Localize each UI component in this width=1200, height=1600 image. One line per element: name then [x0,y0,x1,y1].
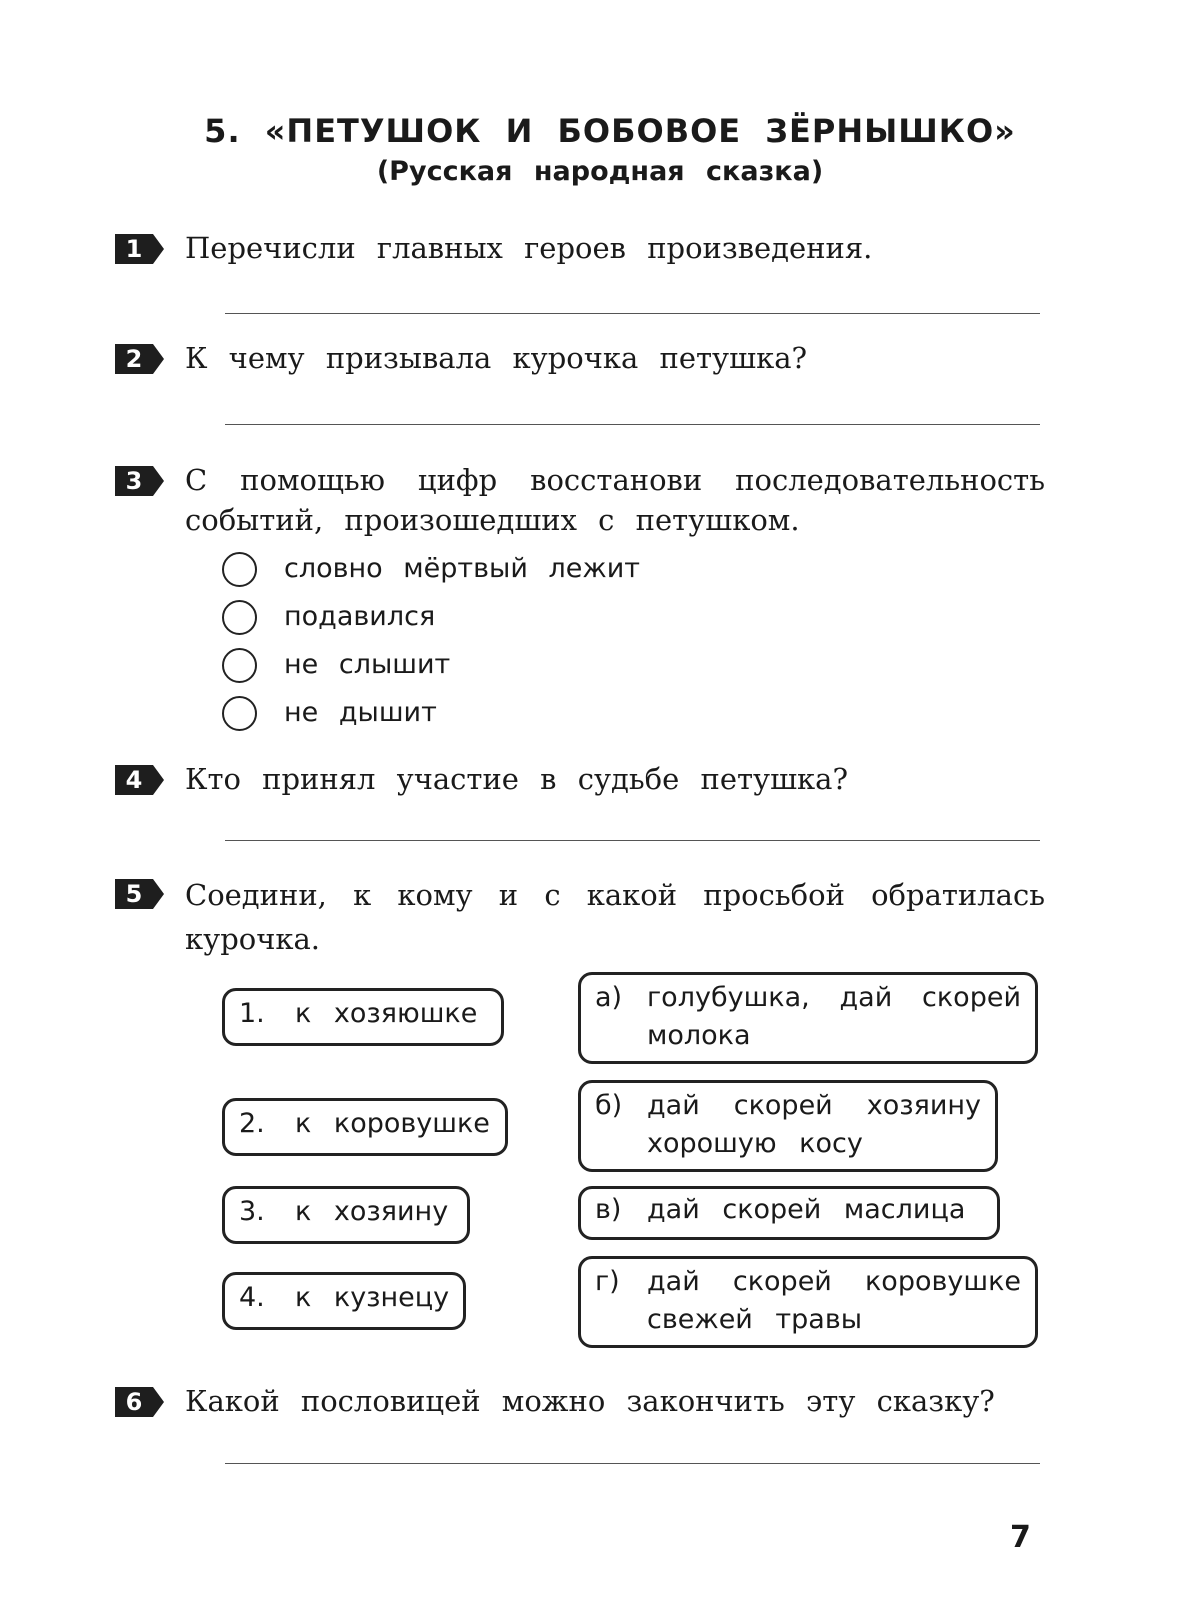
match-left-item[interactable] [222,1272,466,1330]
match-text: к хозяюшке [295,998,478,1029]
match-marker: 4. [239,1282,265,1313]
match-text: дай скорей коровушке свежей травы [647,1266,1021,1335]
question-number-badge [115,879,165,909]
question-number-badge [115,234,165,264]
answer-line-4[interactable] [225,840,1040,841]
page-title: 5. «ПЕТУШОК И БОБОВОЕ ЗЁРНЫШКО» [204,112,1016,150]
question-number-badge [115,466,165,496]
match-marker: б) [595,1090,623,1121]
question-number: 4 [115,765,153,795]
question-number-badge [115,1387,165,1417]
match-marker: а) [595,982,623,1013]
match-marker: 3. [239,1196,265,1227]
match-text: дай скорей маслица [647,1194,966,1225]
question-number-badge [115,344,165,374]
arrow-icon [153,344,164,374]
match-marker: в) [595,1194,622,1225]
question-number: 1 [115,234,153,264]
match-left-item[interactable] [222,988,504,1046]
arrow-icon [153,765,164,795]
answer-circle[interactable] [222,552,257,587]
match-marker: г) [595,1266,620,1297]
page-number: 7 [1010,1520,1031,1555]
question-number-badge [115,765,165,795]
answer-line-6[interactable] [225,1463,1040,1464]
arrow-icon [153,1387,164,1417]
question-text: К чему призывала курочка петушка? [185,341,808,375]
answer-circle[interactable] [222,600,257,635]
match-text: к хозяину [295,1196,449,1227]
match-text: к коровушке [295,1108,490,1139]
option-label: не слышит [284,649,451,680]
match-marker: 1. [239,998,265,1029]
match-right-item[interactable] [578,1186,1000,1240]
match-right-item[interactable] [578,1080,998,1172]
match-text: к кузнецу [295,1282,450,1313]
answer-circle[interactable] [222,696,257,731]
match-left-item[interactable] [222,1186,470,1244]
match-left-item[interactable] [222,1098,508,1156]
option-label: не дышит [284,697,437,728]
option-label: подавился [284,601,436,632]
match-right-item[interactable] [578,1256,1038,1348]
question-number: 3 [115,466,153,496]
question-number: 5 [115,879,153,909]
arrow-icon [153,466,164,496]
question-text: Кто принял участие в судьбе петушка? [185,762,849,796]
question-number: 6 [115,1387,153,1417]
question-text: Перечисли главных героев произведения. [185,231,873,265]
question-number: 2 [115,344,153,374]
answer-circle[interactable] [222,648,257,683]
page-subtitle: (Русская народная сказка) [376,156,824,187]
match-marker: 2. [239,1108,265,1139]
arrow-icon [153,879,164,909]
question-text: Соедини, к кому и с какой просьбой обратилась курочка. [185,878,1045,956]
answer-line-1[interactable] [225,313,1040,314]
match-text: голубушка, дай скорей молока [647,982,1021,1051]
option-label: словно мёртвый лежит [284,553,640,584]
question-text: Какой пословицей можно закончить эту сказку? [185,1384,995,1418]
question-text: С помощью цифр восстанови последовательность событий, произошедших с петушком. [185,463,1045,537]
arrow-icon [153,234,164,264]
match-right-item[interactable] [578,972,1038,1064]
answer-line-2[interactable] [225,424,1040,425]
match-text: дай скорей хозяину хорошую косу [647,1090,981,1159]
